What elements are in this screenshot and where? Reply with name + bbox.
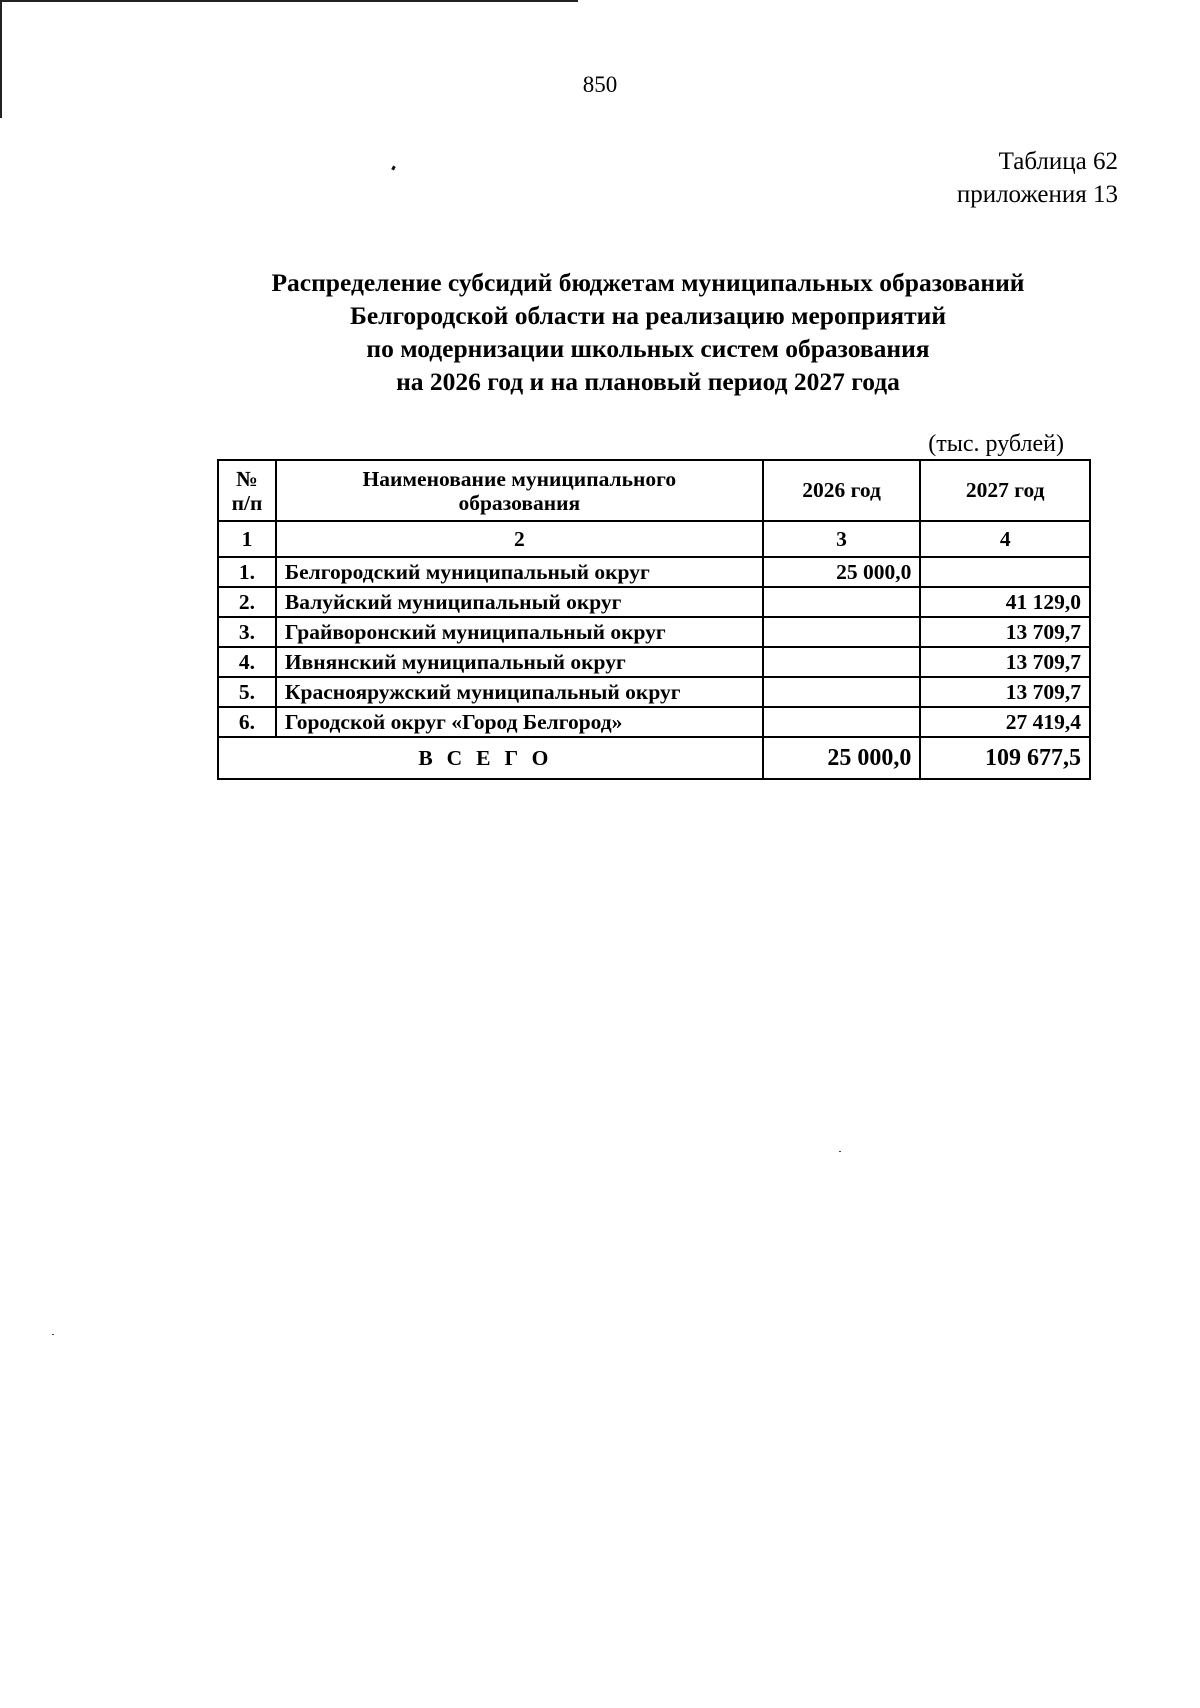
title-line: по модернизации школьных систем образования xyxy=(366,334,930,363)
row-name: Грайворонский муниципальный округ xyxy=(276,617,763,647)
table-row xyxy=(218,647,1090,677)
table-row xyxy=(218,617,1090,647)
row-value-2027: 41 129,0 xyxy=(920,587,1090,617)
row-value-2026 xyxy=(763,587,921,617)
table-row xyxy=(218,707,1090,737)
row-number: 2. xyxy=(218,587,276,617)
table-header-row xyxy=(218,460,1090,521)
row-value-2027: 13 709,7 xyxy=(920,647,1090,677)
title-line: на 2026 год и на плановый период 2027 года xyxy=(396,367,900,396)
header-name xyxy=(276,460,763,521)
scan-top-border xyxy=(0,0,578,2)
title-line: Распределение субсидий бюджетам муниципальных образований xyxy=(271,268,1025,297)
table-reference-line: приложения 13 xyxy=(956,181,1118,208)
table-reference-line: Таблица 62 xyxy=(998,148,1118,175)
column-number: 1 xyxy=(218,521,276,557)
row-number: 3. xyxy=(218,617,276,647)
total-value-2027: 109 677,5 xyxy=(920,737,1090,779)
row-value-2026 xyxy=(763,677,921,707)
row-name: Городской округ «Город Белгород» xyxy=(276,707,763,737)
header-num xyxy=(218,460,276,521)
header-name-line: Наименование муниципального xyxy=(362,466,677,491)
row-value-2026 xyxy=(763,617,921,647)
row-name: Валуйский муниципальный округ xyxy=(276,587,763,617)
table-row xyxy=(218,557,1090,587)
header-2027: 2027 год xyxy=(920,460,1090,521)
column-number: 2 xyxy=(276,521,763,557)
row-value-2026: 25 000,0 xyxy=(763,557,921,587)
total-label: ВСЕГО xyxy=(218,737,763,779)
header-num-line: № xyxy=(236,466,258,491)
row-value-2027: 27 419,4 xyxy=(920,707,1090,737)
document-title xyxy=(0,266,1200,398)
table-row xyxy=(218,677,1090,707)
units-note: (тыс. рублей) xyxy=(928,431,1064,457)
row-value-2026 xyxy=(763,647,921,677)
column-number-row xyxy=(218,521,1090,557)
row-number: 1. xyxy=(218,557,276,587)
scan-speck xyxy=(391,166,396,171)
column-number: 4 xyxy=(920,521,1090,557)
row-number: 5. xyxy=(218,677,276,707)
row-number: 6. xyxy=(218,707,276,737)
header-num-line: п/п xyxy=(231,490,263,515)
row-name: Ивнянский муниципальный округ xyxy=(276,647,763,677)
table-reference xyxy=(957,145,1118,211)
scan-speck xyxy=(839,1151,841,1152)
table-row xyxy=(218,587,1090,617)
header-2026: 2026 год xyxy=(763,460,921,521)
row-value-2027: 13 709,7 xyxy=(920,677,1090,707)
title-line: Белгородской области на реализацию мероприятий xyxy=(349,301,947,330)
row-name: Белгородский муниципальный округ xyxy=(276,557,763,587)
row-value-2027: 13 709,7 xyxy=(920,617,1090,647)
column-number: 3 xyxy=(763,521,921,557)
row-value-2027 xyxy=(920,557,1090,587)
total-row xyxy=(218,737,1090,779)
header-name-line: образования xyxy=(458,490,581,515)
page-number: 850 xyxy=(582,72,618,97)
row-name: Краснояружский муниципальный округ xyxy=(276,677,763,707)
row-value-2026 xyxy=(763,707,921,737)
scan-speck xyxy=(52,1334,54,1335)
scan-left-border xyxy=(0,0,2,118)
total-value-2026: 25 000,0 xyxy=(763,737,921,779)
row-number: 4. xyxy=(218,647,276,677)
subsidy-table xyxy=(217,459,1091,780)
